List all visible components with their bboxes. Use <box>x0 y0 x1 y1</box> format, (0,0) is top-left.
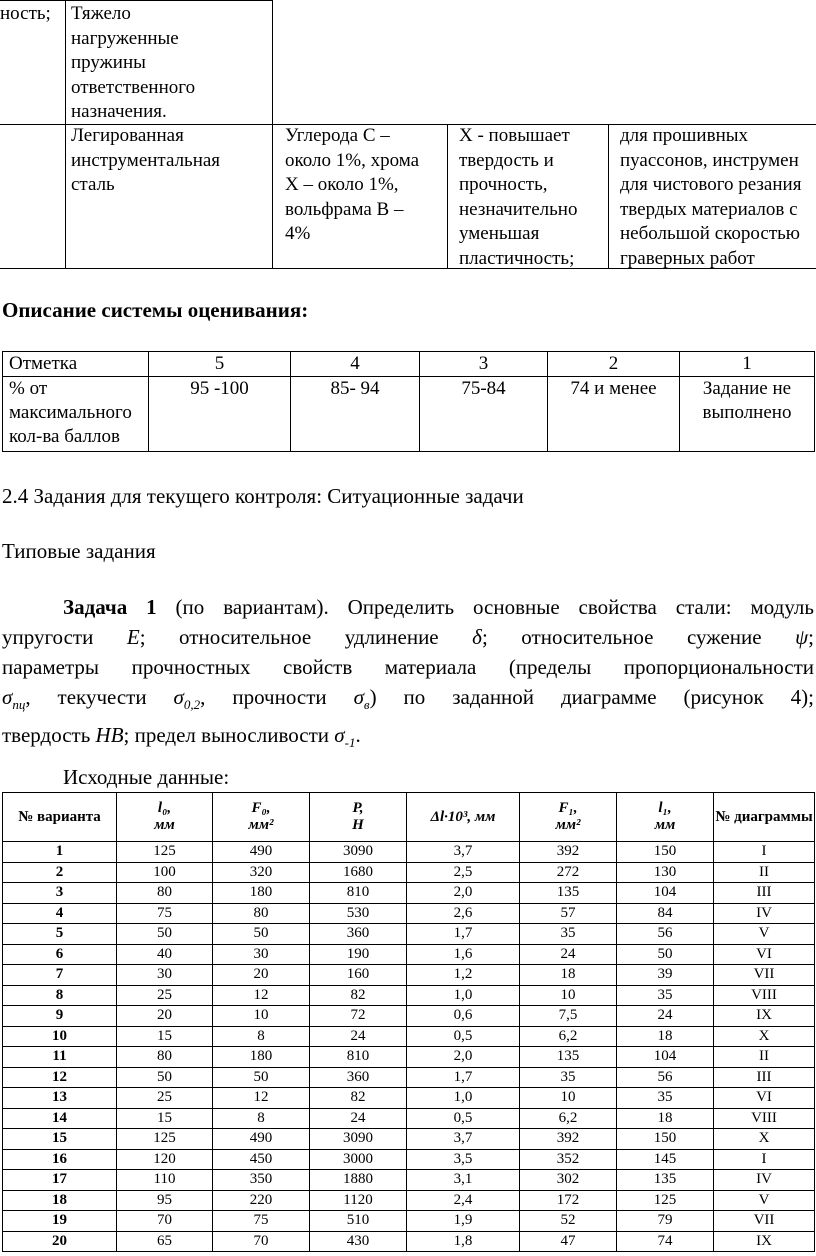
table-cell: 57 <box>520 903 617 924</box>
table-cell: 530 <box>310 903 407 924</box>
table-cell: 3,5 <box>407 1149 520 1170</box>
table-cell: V <box>714 1190 815 1211</box>
table-cell: VIII <box>714 985 815 1006</box>
table-row <box>3 1190 815 1211</box>
table-row <box>3 1026 815 1047</box>
table-cell: 8 <box>213 1108 310 1129</box>
table-cell: VIII <box>714 1108 815 1129</box>
table-cell: 24 <box>617 1006 714 1027</box>
table-cell: 75-84 <box>420 377 548 452</box>
table-row <box>3 1047 815 1068</box>
table-cell: 84 <box>617 903 714 924</box>
task-text: ; <box>808 625 814 649</box>
table-row <box>3 1006 815 1027</box>
table-cell: 80 <box>213 903 310 924</box>
task-line <box>2 592 814 622</box>
table-cell: 1,0 <box>407 1088 520 1109</box>
symbol-psi: ψ <box>795 625 809 649</box>
table-cell: для прошивных пуассонов, инструмен для чистового резания твердых материалов с небольшой скоростью граверных работ <box>620 125 802 269</box>
table-cell: VII <box>714 965 815 986</box>
table-cell: 12 <box>213 985 310 1006</box>
variant-number: 5 <box>3 924 117 945</box>
table-cell: IX <box>714 1231 815 1252</box>
table-cell: 104 <box>617 883 714 904</box>
table-cell: 80 <box>117 883 213 904</box>
table-cell: VII <box>714 1211 815 1232</box>
variant-number: 20 <box>3 1231 117 1252</box>
table-cell: 125 <box>617 1190 714 1211</box>
table-cell: 135 <box>520 1047 617 1068</box>
table-row <box>3 903 815 924</box>
table-cell: 50 <box>213 924 310 945</box>
table-row <box>3 1067 815 1088</box>
variant-number: 13 <box>3 1088 117 1109</box>
column-header: № варианта <box>3 793 117 842</box>
table-cell: 3090 <box>310 842 407 863</box>
subscript: пц <box>12 697 26 713</box>
task-text: . <box>355 723 361 748</box>
table-cell: 320 <box>213 862 310 883</box>
table-cell: VI <box>714 944 815 965</box>
table-cell: 1,9 <box>407 1211 520 1232</box>
table-cell: 2,0 <box>407 883 520 904</box>
table-cell: 20 <box>117 1006 213 1027</box>
table-cell: 3,7 <box>407 842 520 863</box>
table-cell: 1,7 <box>407 1067 520 1088</box>
table-cell: 3,1 <box>407 1170 520 1191</box>
table-cell: 70 <box>213 1231 310 1252</box>
table-cell: 10 <box>213 1006 310 1027</box>
table-cell: 47 <box>520 1231 617 1252</box>
table-cell: 56 <box>617 924 714 945</box>
table-cell: 50 <box>117 924 213 945</box>
column-header: l₁, мм <box>617 793 714 842</box>
variant-number: 15 <box>3 1129 117 1150</box>
table-cell: 35 <box>520 924 617 945</box>
symbol-sigma: σ <box>173 685 184 709</box>
table-cell: IX <box>714 1006 815 1027</box>
table-cell: 80 <box>117 1047 213 1068</box>
table-cell: 39 <box>617 965 714 986</box>
table-cell: 82 <box>310 985 407 1006</box>
variant-number: 2 <box>3 862 117 883</box>
table-cell: 350 <box>213 1170 310 1191</box>
variant-number: 1 <box>3 842 117 863</box>
table-cell: 79 <box>617 1211 714 1232</box>
table-cell: Задание не выполнено <box>680 377 815 452</box>
table-cell: 50 <box>117 1067 213 1088</box>
table-cell: III <box>714 1067 815 1088</box>
table-cell: 1,7 <box>407 924 520 945</box>
table-border <box>608 124 609 268</box>
variant-number: 8 <box>3 985 117 1006</box>
table-row <box>3 944 815 965</box>
table-cell: 392 <box>520 842 617 863</box>
table-cell: V <box>714 924 815 945</box>
table-cell: Отметка <box>3 352 149 377</box>
table-cell: Х - повышает твердость и прочность, незначительно уменьшая пластичность; <box>459 125 578 269</box>
task-line <box>2 622 814 652</box>
table-cell: 24 <box>310 1026 407 1047</box>
table-cell: Легированная инструментальная сталь <box>71 125 221 195</box>
table-cell: % от максимального кол-ва баллов <box>3 377 149 452</box>
table-row <box>3 1231 815 1252</box>
table-cell: 35 <box>617 985 714 1006</box>
table-cell: 810 <box>310 1047 407 1068</box>
table-cell: Тяжело нагруженные пружины ответственного назначения. <box>71 3 196 122</box>
table-cell: IV <box>714 1170 815 1191</box>
table-cell: 25 <box>117 985 213 1006</box>
table-cell: IV <box>714 903 815 924</box>
table-cell: 125 <box>117 842 213 863</box>
column-header: l₀, мм <box>117 793 213 842</box>
task-text: упругости <box>2 625 127 649</box>
table-cell: 74 <box>617 1231 714 1252</box>
table-cell: ность; <box>0 3 51 24</box>
variant-number: 16 <box>3 1149 117 1170</box>
table-row <box>3 842 815 863</box>
table-cell: X <box>714 1129 815 1150</box>
table-border <box>0 0 272 1</box>
initial-data-label: Исходные данные: <box>63 765 230 789</box>
variant-number: 14 <box>3 1108 117 1129</box>
table-cell: 2 <box>548 352 680 377</box>
table-cell: 135 <box>520 883 617 904</box>
table-cell: 72 <box>310 1006 407 1027</box>
table-cell: 135 <box>617 1170 714 1191</box>
table-cell: 24 <box>310 1108 407 1129</box>
table-cell: 120 <box>117 1149 213 1170</box>
table-cell: 360 <box>310 1067 407 1088</box>
table-cell: 3 <box>420 352 548 377</box>
table-row <box>3 1170 815 1191</box>
table-cell: 4 <box>291 352 420 377</box>
table-cell: 5 <box>149 352 291 377</box>
table-cell: 10 <box>520 1088 617 1109</box>
column-header: Δl·10³, мм <box>407 793 520 842</box>
table-row <box>3 377 815 452</box>
task-text: ; предел выносливости <box>123 723 335 748</box>
task-text: (по вариантам). Определить основные свойства стали: модуль <box>175 595 814 619</box>
table-cell: 95 <box>117 1190 213 1211</box>
table-cell: 50 <box>617 944 714 965</box>
variant-number: 3 <box>3 883 117 904</box>
subscript: -1 <box>344 735 356 751</box>
table-cell: 95 -100 <box>149 377 291 452</box>
grading-table <box>2 351 815 452</box>
column-header: F₀, мм² <box>213 793 310 842</box>
table-row <box>3 985 815 1006</box>
table-cell: 150 <box>617 842 714 863</box>
table-cell: 1120 <box>310 1190 407 1211</box>
table-cell: 2,5 <box>407 862 520 883</box>
grading-heading: Описание системы оценивания: <box>2 298 309 322</box>
table-cell: 360 <box>310 924 407 945</box>
table-cell: 1680 <box>310 862 407 883</box>
table-cell: 100 <box>117 862 213 883</box>
table-cell: 56 <box>617 1067 714 1088</box>
table-cell: 125 <box>117 1129 213 1150</box>
variants-table <box>2 792 815 1252</box>
table-cell: 70 <box>117 1211 213 1232</box>
table-cell: 1,0 <box>407 985 520 1006</box>
table-cell: 75 <box>117 903 213 924</box>
table-cell: 450 <box>213 1149 310 1170</box>
table-cell: 74 и менее <box>548 377 680 452</box>
subscript: в <box>363 697 370 713</box>
task-label: Задача 1 <box>63 595 157 619</box>
table-cell: 30 <box>117 965 213 986</box>
table-cell: 130 <box>617 862 714 883</box>
table-cell: 2,4 <box>407 1190 520 1211</box>
subscript: 0,2 <box>183 697 201 713</box>
table-cell: 18 <box>617 1108 714 1129</box>
table-cell: 6,2 <box>520 1026 617 1047</box>
variant-number: 17 <box>3 1170 117 1191</box>
task-text: твердость <box>2 723 96 748</box>
table-cell: 392 <box>520 1129 617 1150</box>
variant-number: 19 <box>3 1211 117 1232</box>
table-cell: 65 <box>117 1231 213 1252</box>
table-cell: 1,8 <box>407 1231 520 1252</box>
table-cell: 2,6 <box>407 903 520 924</box>
table-row <box>3 862 815 883</box>
table-cell: 0,6 <box>407 1006 520 1027</box>
table-cell: 20 <box>213 965 310 986</box>
table-cell: 510 <box>310 1211 407 1232</box>
task-line: параметры прочностных свойств материала (пределы пропорциональности <box>2 655 814 679</box>
table-cell: II <box>714 1047 815 1068</box>
task-line <box>2 682 814 720</box>
table-cell: 150 <box>617 1129 714 1150</box>
table-cell: 0,5 <box>407 1026 520 1047</box>
variant-number: 11 <box>3 1047 117 1068</box>
task-text: ) по заданной диаграмме (рисунок 4); <box>369 685 814 709</box>
table-cell: 0,5 <box>407 1108 520 1129</box>
table-cell: 35 <box>520 1067 617 1088</box>
table-cell: 52 <box>520 1211 617 1232</box>
variant-number: 9 <box>3 1006 117 1027</box>
table-cell: 3000 <box>310 1149 407 1170</box>
table-cell: 85- 94 <box>291 377 420 452</box>
table-cell: 40 <box>117 944 213 965</box>
table-cell: III <box>714 883 815 904</box>
task-text: ; относительное удлинение <box>139 625 473 649</box>
table-cell: 190 <box>310 944 407 965</box>
table-cell: 25 <box>117 1088 213 1109</box>
table-cell: 810 <box>310 883 407 904</box>
symbol-sigma: σ <box>334 723 345 748</box>
table-cell: 490 <box>213 1129 310 1150</box>
table-row <box>3 965 815 986</box>
table-cell: 180 <box>213 883 310 904</box>
table-cell: 82 <box>310 1088 407 1109</box>
column-header: № диаграммы <box>714 793 815 842</box>
table-row <box>3 1211 815 1232</box>
task-text: , прочности <box>200 685 354 709</box>
symbol-E: E <box>126 625 140 649</box>
table-cell: 30 <box>213 944 310 965</box>
task-text: , текучести <box>25 685 174 709</box>
task-description <box>2 592 814 758</box>
table-cell: 6,2 <box>520 1108 617 1129</box>
table-cell: 15 <box>117 1026 213 1047</box>
table-cell: X <box>714 1026 815 1047</box>
table-cell: 24 <box>520 944 617 965</box>
task-line <box>2 720 814 758</box>
table-row <box>3 924 815 945</box>
table-cell: 352 <box>520 1149 617 1170</box>
table-row <box>3 1149 815 1170</box>
table-cell: 1,2 <box>407 965 520 986</box>
task-text: ; относительное сужение <box>481 625 796 649</box>
table-cell: 3090 <box>310 1129 407 1150</box>
table-cell: 160 <box>310 965 407 986</box>
table-cell: 18 <box>520 965 617 986</box>
symbol-sigma: σ <box>2 685 13 709</box>
table-row <box>3 1088 815 1109</box>
variant-number: 10 <box>3 1026 117 1047</box>
table-cell: 18 <box>617 1026 714 1047</box>
table-row <box>3 1129 815 1150</box>
table-cell: VI <box>714 1088 815 1109</box>
table-body <box>3 842 815 1252</box>
table-cell: 110 <box>117 1170 213 1191</box>
table-cell: 12 <box>213 1088 310 1109</box>
table-border <box>447 124 448 268</box>
table-header-row <box>3 793 815 842</box>
subsection-title: Типовые задания <box>2 539 156 563</box>
column-header: F₁, мм² <box>520 793 617 842</box>
table-cell: 145 <box>617 1149 714 1170</box>
variant-number: 18 <box>3 1190 117 1211</box>
table-cell: 2,0 <box>407 1047 520 1068</box>
table-cell: 172 <box>520 1190 617 1211</box>
table-cell: 35 <box>617 1088 714 1109</box>
table-cell: 3,7 <box>407 1129 520 1150</box>
table-cell: 104 <box>617 1047 714 1068</box>
symbol-HB: HB <box>95 723 124 748</box>
table-border <box>65 0 66 268</box>
table-cell: I <box>714 842 815 863</box>
table-cell: 10 <box>520 985 617 1006</box>
table-cell: 490 <box>213 842 310 863</box>
table-cell: 1 <box>680 352 815 377</box>
table-cell: Углерода С – около 1%, хрома Х – около 1%, вольфрама В – 4% <box>285 125 420 244</box>
table-cell: 302 <box>520 1170 617 1191</box>
table-cell: I <box>714 1149 815 1170</box>
table-cell: 272 <box>520 862 617 883</box>
variant-number: 6 <box>3 944 117 965</box>
table-cell: 50 <box>213 1067 310 1088</box>
table-row <box>3 883 815 904</box>
table-cell: 1,6 <box>407 944 520 965</box>
table-cell: 1880 <box>310 1170 407 1191</box>
table-cell: 220 <box>213 1190 310 1211</box>
variant-number: 12 <box>3 1067 117 1088</box>
table-cell: II <box>714 862 815 883</box>
table-cell: 180 <box>213 1047 310 1068</box>
table-cell: 75 <box>213 1211 310 1232</box>
table-cell: 8 <box>213 1026 310 1047</box>
section-title: 2.4 Задания для текущего контроля: Ситуационные задачи <box>2 484 524 508</box>
table-cell: 430 <box>310 1231 407 1252</box>
symbol-sigma: σ <box>353 685 364 709</box>
variant-number: 4 <box>3 903 117 924</box>
table-row <box>3 1108 815 1129</box>
table-border <box>272 0 273 268</box>
symbol-delta: δ <box>472 625 482 649</box>
column-header: P, Н <box>310 793 407 842</box>
table-cell: 7,5 <box>520 1006 617 1027</box>
variant-number: 7 <box>3 965 117 986</box>
table-row <box>3 352 815 377</box>
table-cell: 15 <box>117 1108 213 1129</box>
